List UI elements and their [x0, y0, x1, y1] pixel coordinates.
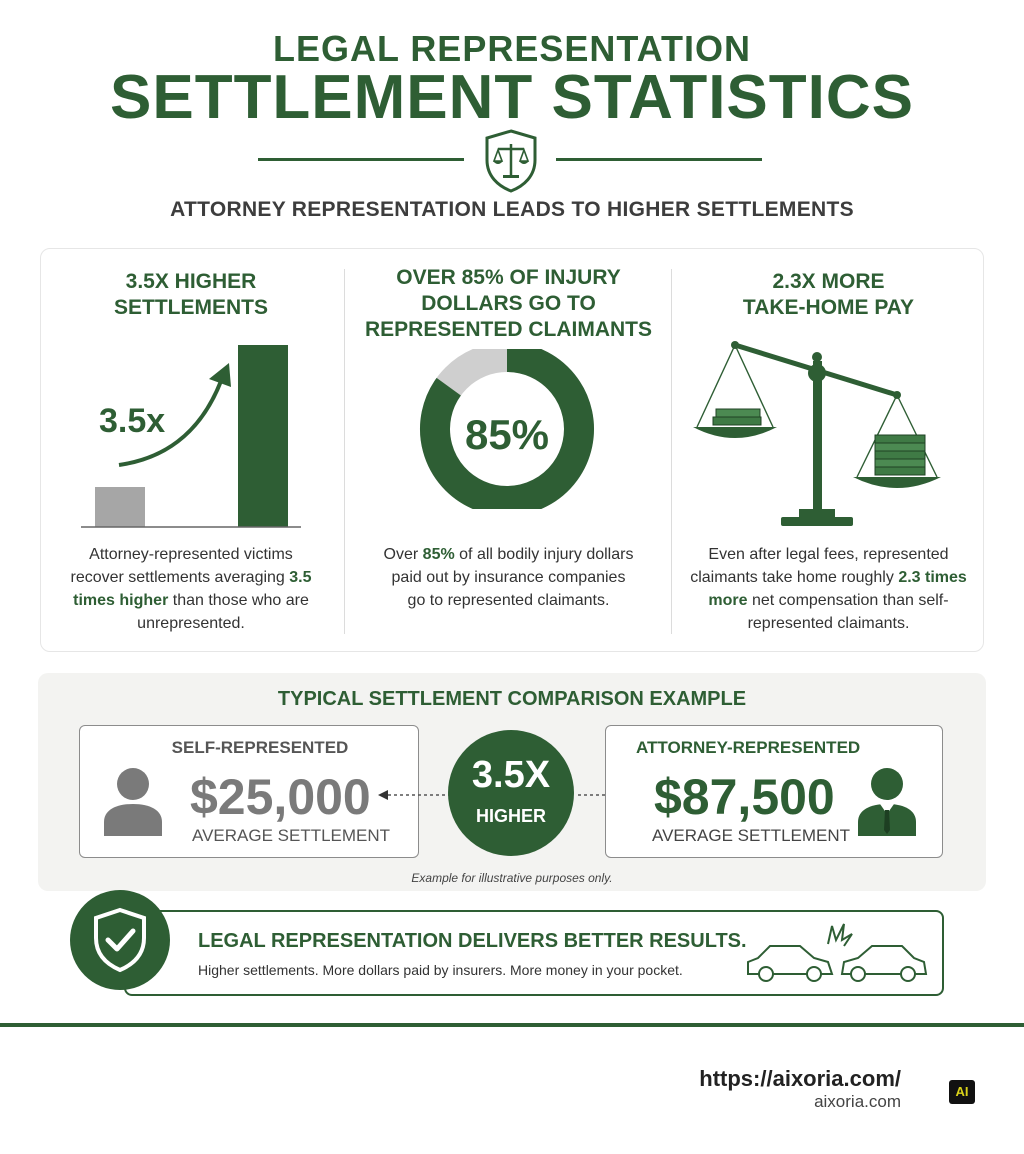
attorney-represented-amount: $87,500 [654, 769, 835, 825]
stat-1-description: Attorney-represented victims recover settlements averaging 3.5 times higher than those who are unrepresented. [70, 546, 312, 632]
shield-check-badge [70, 890, 170, 990]
self-represented-card [79, 725, 419, 858]
attorney-represented-label: ATTORNEY-REPRESENTED [636, 738, 861, 757]
self-represented-amount: $25,000 [190, 769, 371, 825]
self-represented-sub: AVERAGE SETTLEMENT [192, 826, 391, 845]
comparison-title: TYPICAL SETTLEMENT COMPARISON EXAMPLE [277, 688, 747, 710]
person-icon [102, 764, 164, 836]
balance-scale-money-icon [689, 337, 945, 529]
stat-3-description: Even after legal fees, represented claimants take home roughly 2.3 times more net compensation than self-represented claimants. [690, 546, 967, 632]
header-title-top: LEGAL REPRESENTATION [272, 28, 752, 69]
stats-panel [40, 248, 984, 652]
donut-center-label: 85% [464, 411, 550, 458]
attorney-represented-sub: AVERAGE SETTLEMENT [652, 826, 851, 845]
attorney-represented-card [605, 725, 943, 858]
bar-unrepresented [95, 487, 145, 527]
stat-2-heading: OVER 85% OF INJURY DOLLARS GO TO REPRESENTED CLAIMANTS [364, 266, 653, 341]
banner-title: LEGAL REPRESENTATION DELIVERS BETTER RESULTS. [198, 930, 747, 952]
results-banner [124, 910, 944, 996]
stat-1-heading: 3.5X HIGHER SETTLEMENTS [113, 270, 268, 319]
comparison-note: Example for illustrative purposes only. [411, 871, 613, 885]
car-crash-icon [744, 922, 930, 986]
column-divider [344, 269, 345, 634]
stat-2-description: Over 85% of all bodily injury dollars paid out by insurance companies go to represented claimants. [383, 546, 634, 609]
shield-check-icon [90, 906, 150, 974]
stat-3-heading: 2.3X MORE TAKE-HOME PAY [742, 270, 915, 319]
self-represented-label: SELF-REPRESENTED [171, 738, 349, 757]
ai-badge: AI [949, 1080, 975, 1104]
arrow-left-icon [378, 788, 458, 802]
badge-label: HIGHER [475, 806, 546, 826]
footer-url-link[interactable]: https://aixoria.com/ [699, 1066, 901, 1091]
header-subtitle: ATTORNEY REPRESENTATION LEADS TO HIGHER SETTLEMENTS [170, 198, 854, 221]
chart-multiplier-label: 3.5x [99, 402, 166, 440]
comparison-panel [38, 673, 986, 891]
comparison-badge [448, 730, 574, 856]
scales-shield-icon [482, 128, 540, 194]
header-rule-right [556, 158, 762, 161]
attorney-icon [856, 764, 918, 836]
header-rule-left [258, 158, 464, 161]
footer-domain: aixoria.com [814, 1092, 901, 1111]
footer-divider [0, 1023, 1024, 1027]
header-title-main: SETTLEMENT STATISTICS [109, 63, 915, 132]
banner-subtitle: Higher settlements. More dollars paid by insurers. More money in your pocket. [198, 962, 683, 978]
badge-value: 3.5X [471, 754, 551, 796]
bar-represented [238, 345, 288, 527]
column-divider [671, 269, 672, 634]
